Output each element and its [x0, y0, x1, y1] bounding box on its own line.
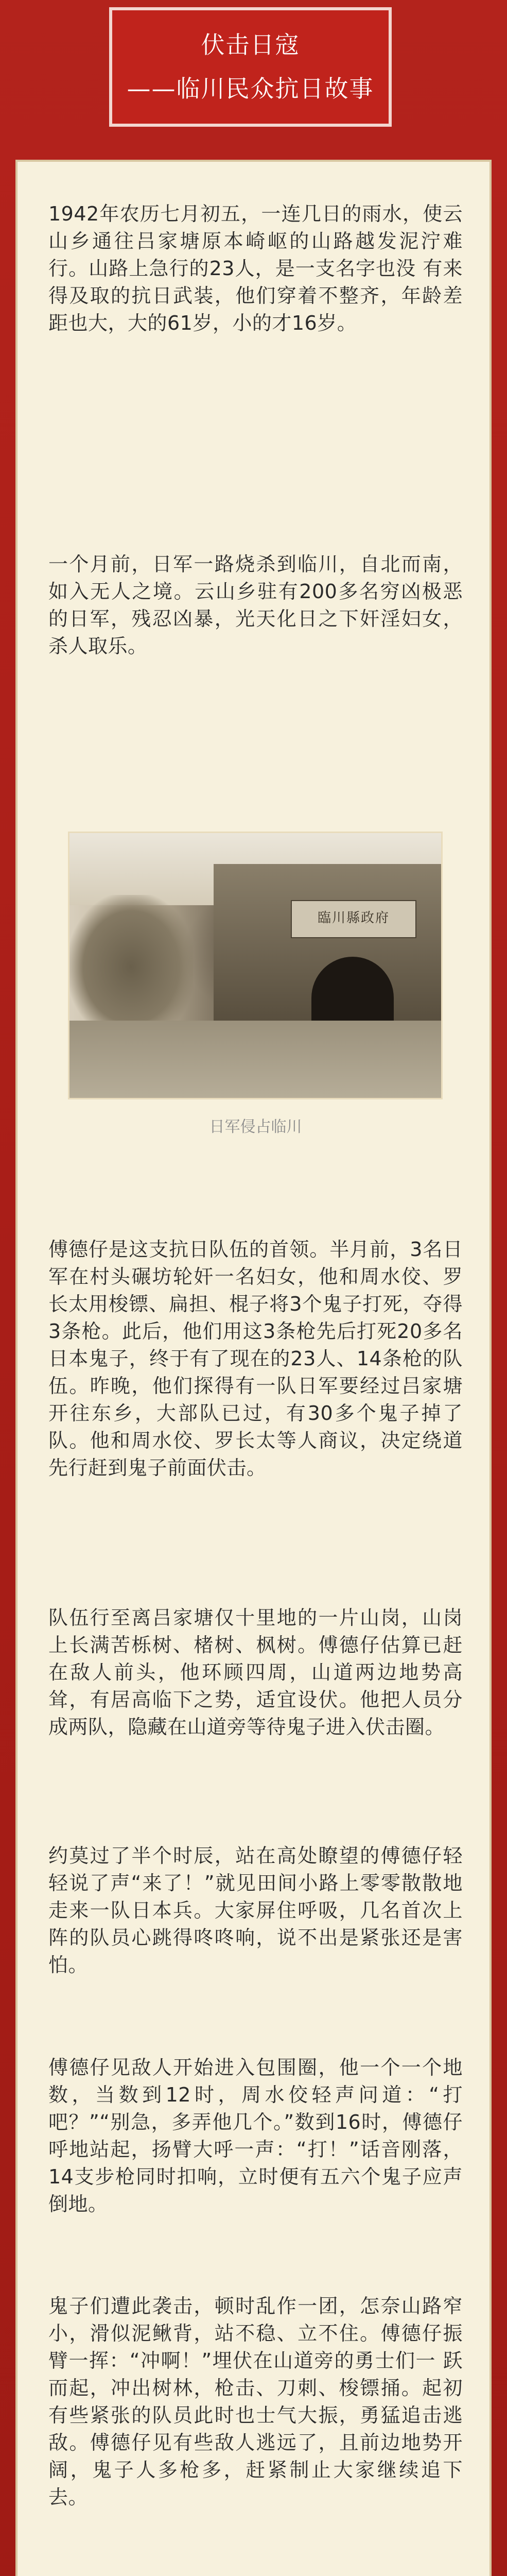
photo-plaque	[291, 900, 416, 938]
story-paragraph: 鬼子们遭此袭击，顿时乱作一团，怎奈山路窄小，滑似泥鳅背，站不稳、立不住。傅德仔振臂一挥：“冲啊！”埋伏在山道旁的勇士们一 跃而起，冲出树林，枪击、刀刺、梭镖捅。起初有些紧张的队员此时也士气大振，勇猛追击逃敌。傅德仔见有些敌人逃远了，且前边地势开阔，鬼子人多枪多，赶紧制止大家继续追下去。	[48, 2295, 463, 2509]
page-title: 伏击日寇	[201, 31, 300, 59]
story-paragraph: 队伍行至离吕家塘仅十里地的一片山岗，山岗上长满苦栎树、楮树、枫树。傅德仔估算已赶在敌人前头，他环顾四周，山道两边地势高耸，有居高临下之势，适宜设伏。他把人员分成两队，隐藏在山道旁等待鬼子进入伏击圈。	[48, 1606, 463, 1738]
story-paragraph: 一个月前，日军一路烧杀到临川，自北而南，如入无人之境。云山乡驻有200多名穷凶极恶的日军，残忍凶暴，光天化日之下奸淫妇女，杀人取乐。	[48, 553, 463, 657]
story-paragraph: 1942年农历七月初五，一连几日的雨水，使云山乡通往吕家塘原本崎岖的山路越发泥泞难行。山路上急行的23人，是一支名字也没 有来得及取的抗日武装，他们穿着不整齐，年龄差距也大，大的61岁，小的才16岁。	[48, 202, 463, 334]
page-subtitle: ——临川民众抗日故事	[127, 75, 374, 103]
story-paragraph: 傅德仔是这支抗日队伍的首领。半月前，3名日军在村头碾坊轮奸一名妇女，他和周水佼、罗长太用梭镖、扁担、棍子将3个鬼子打死，夺得3条枪。此后，他们用这3条枪先后打死20多名日本鬼子，终于有了现在的23人、14条枪的队伍。昨晚，他们探得有一队日军要经过吕家塘开往东乡，大部队已过，有30多个鬼子掉了队。他和周水佼、罗长太等人商议，决定绕道先行赶到鬼子前面伏击。	[48, 1238, 463, 1479]
photo-plaque-text: 臨川縣政府	[317, 910, 390, 926]
photo-caption: 日军侵占临川	[209, 1118, 302, 1136]
historical-photo	[68, 832, 443, 1099]
title-banner	[109, 7, 392, 127]
story-card	[15, 160, 492, 2576]
story-paragraph: 傅德仔见敌人开始进入包围圈，他一个一个地数，当数到12时，周水佼轻声问道：“打吧？”“别急，多弄他几个。”数到16时，傅德仔呼地站起，扬臂大呼一声：“打！”话音刚落，14支步枪同时扣响，立时便有五六个鬼子应声倒地。	[48, 2056, 463, 2215]
story-paragraph: 约莫过了半个时辰，站在高处瞭望的傅德仔轻轻说了声“来了！”就见田间小路上零零散散地走来一队日本兵。大家屏住呼吸，几名首次上阵的队员心跳得咚咚响，说不出是紧张还是害怕。	[48, 1844, 463, 1976]
